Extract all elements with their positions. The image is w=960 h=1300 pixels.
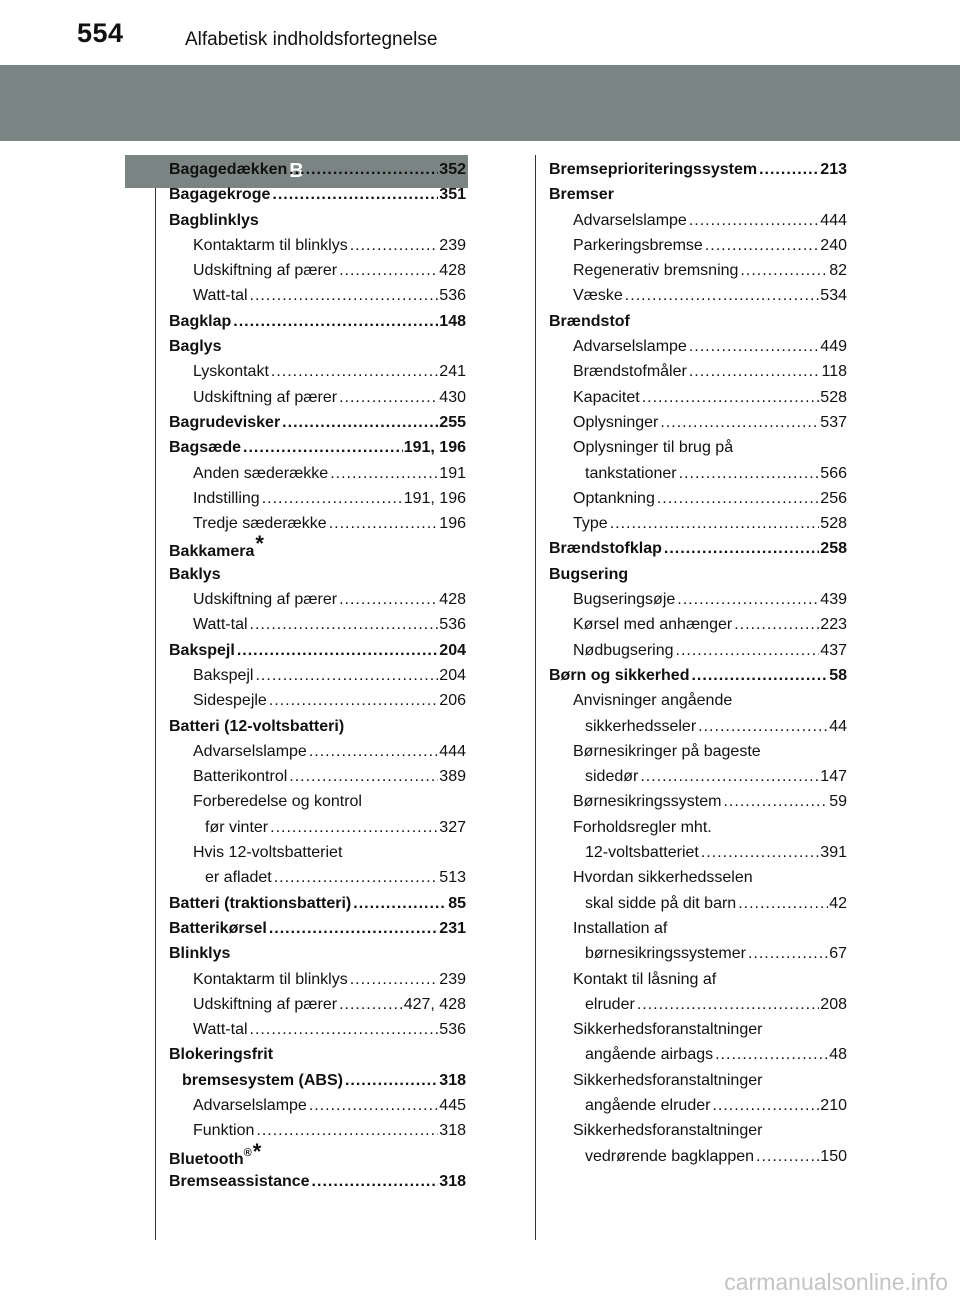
index-term: børnesikringssystemer bbox=[585, 945, 746, 963]
index-term: Bluetooth bbox=[169, 1150, 244, 1168]
dot-leader bbox=[640, 764, 819, 789]
index-entry bbox=[169, 865, 466, 890]
index-term: Indstilling bbox=[193, 489, 260, 507]
index-entry bbox=[169, 182, 466, 207]
dot-leader bbox=[705, 233, 819, 258]
index-entry bbox=[549, 865, 847, 890]
index-term: skal sidde på dit barn bbox=[585, 894, 737, 912]
index-term: Børnesikringer på bageste bbox=[573, 742, 761, 760]
index-entry bbox=[549, 1017, 847, 1042]
index-term: Sidespejle bbox=[193, 692, 267, 710]
index-entry bbox=[169, 1068, 466, 1093]
dot-leader bbox=[723, 789, 828, 814]
page-reference: 82 bbox=[829, 262, 847, 280]
page-reference: 318 bbox=[439, 1122, 466, 1140]
index-term: Væske bbox=[573, 287, 623, 305]
index-term: Batterikørsel bbox=[169, 919, 267, 937]
page-reference: 42 bbox=[829, 894, 847, 912]
index-entry bbox=[549, 486, 847, 511]
dot-leader bbox=[250, 1017, 439, 1042]
index-entry bbox=[549, 258, 847, 283]
page-reference: 67 bbox=[829, 945, 847, 963]
index-entry bbox=[169, 233, 466, 258]
page-reference: 231 bbox=[439, 919, 466, 937]
dot-leader bbox=[664, 536, 819, 561]
index-term: 12-voltsbatteriet bbox=[585, 844, 699, 862]
index-term: Regenerativ bremsning bbox=[573, 262, 739, 280]
index-term: Bagklap bbox=[169, 312, 232, 330]
index-term: Brændstofmåler bbox=[573, 363, 687, 381]
dot-leader bbox=[329, 511, 439, 536]
page-reference: 206 bbox=[439, 692, 466, 710]
index-term: Forberedelse og kontrol bbox=[193, 793, 362, 811]
index-entry bbox=[549, 891, 847, 916]
index-entry bbox=[549, 638, 847, 663]
index-entry bbox=[169, 1042, 466, 1067]
index-term: Bagblinklys bbox=[169, 211, 259, 229]
dot-leader bbox=[353, 891, 447, 916]
index-term: Forholdsregler mht. bbox=[573, 818, 712, 836]
index-entry bbox=[169, 663, 466, 688]
index-term: Bagagekroge bbox=[169, 186, 271, 204]
header-banner bbox=[0, 65, 960, 141]
index-entry bbox=[549, 410, 847, 435]
index-entry bbox=[169, 410, 466, 435]
dot-leader bbox=[756, 1144, 819, 1169]
index-term: Bremseassistance bbox=[169, 1172, 310, 1190]
index-column-left bbox=[169, 157, 466, 1194]
dot-leader bbox=[312, 1169, 439, 1194]
dot-leader bbox=[262, 486, 403, 511]
dot-leader bbox=[679, 461, 820, 486]
page-reference: 318 bbox=[439, 1071, 466, 1089]
index-entry bbox=[169, 891, 466, 916]
page-reference: 59 bbox=[829, 793, 847, 811]
index-term: sikkerhedsseler bbox=[585, 717, 697, 735]
page-reference: 537 bbox=[820, 413, 847, 431]
page-reference: 148 bbox=[439, 312, 466, 330]
page-reference: 85 bbox=[448, 894, 466, 912]
dot-leader bbox=[269, 688, 438, 713]
index-term: Type bbox=[573, 515, 608, 533]
dot-leader bbox=[698, 714, 828, 739]
index-term: Bakspejl bbox=[169, 641, 235, 659]
page-reference: 240 bbox=[820, 236, 847, 254]
dot-leader bbox=[657, 486, 819, 511]
index-entry bbox=[549, 587, 847, 612]
index-term: Bagrudevisker bbox=[169, 413, 281, 431]
index-term: Advarselslampe bbox=[193, 1096, 307, 1114]
index-entry bbox=[169, 688, 466, 713]
registered-mark: ® bbox=[243, 1146, 252, 1159]
page-reference: 58 bbox=[829, 666, 847, 684]
index-term: angående airbags bbox=[585, 1046, 714, 1064]
index-term: Børnesikringssystem bbox=[573, 793, 722, 811]
index-entry bbox=[169, 587, 466, 612]
index-term: Installation af bbox=[573, 919, 668, 937]
page-reference: 566 bbox=[820, 464, 847, 482]
page-reference: 444 bbox=[439, 742, 466, 760]
index-entry bbox=[549, 815, 847, 840]
right-column-rule bbox=[535, 155, 536, 1240]
index-term: Bremseprioriteringssystem bbox=[549, 161, 758, 178]
index-entry bbox=[169, 531, 466, 561]
footnote-asterisk: * bbox=[252, 1138, 262, 1164]
dot-leader bbox=[691, 663, 828, 688]
index-term: Oplysninger bbox=[573, 413, 659, 431]
dot-leader bbox=[250, 612, 439, 637]
page-reference: 210 bbox=[820, 1096, 847, 1114]
index-term: Parkeringsbremse bbox=[573, 236, 703, 254]
index-entry bbox=[549, 764, 847, 789]
index-entry bbox=[169, 815, 466, 840]
index-term: Anvisninger angående bbox=[573, 692, 733, 710]
index-term: Watt-tal bbox=[193, 616, 248, 634]
index-term: Sikkerhedsforanstaltninger bbox=[573, 1122, 763, 1140]
index-entry bbox=[169, 714, 466, 739]
index-term: Udskiftning af pærer bbox=[193, 995, 338, 1013]
index-entry bbox=[549, 840, 847, 865]
dot-leader bbox=[269, 916, 438, 941]
index-entry bbox=[169, 1169, 466, 1194]
page-reference: 258 bbox=[820, 540, 847, 558]
index-term: Funktion bbox=[193, 1122, 255, 1140]
index-entry bbox=[549, 1068, 847, 1093]
index-term: Sikkerhedsforanstaltninger bbox=[573, 1071, 763, 1089]
dot-leader bbox=[660, 410, 819, 435]
index-entry bbox=[169, 916, 466, 941]
page-reference: 118 bbox=[821, 363, 847, 381]
page-reference: 389 bbox=[439, 768, 466, 786]
index-term: Bakspejl bbox=[193, 666, 254, 684]
page-reference: 445 bbox=[439, 1096, 466, 1114]
index-entry bbox=[549, 663, 847, 688]
dot-leader bbox=[233, 309, 438, 334]
index-entry bbox=[169, 385, 466, 410]
page-reference: 239 bbox=[439, 236, 466, 254]
index-term: før vinter bbox=[205, 818, 269, 836]
index-entry bbox=[169, 967, 466, 992]
index-term: Udskiftning af pærer bbox=[193, 388, 338, 406]
index-entry bbox=[169, 1118, 466, 1143]
dot-leader bbox=[274, 865, 439, 890]
page-reference: 150 bbox=[820, 1147, 847, 1165]
index-entry bbox=[169, 638, 466, 663]
index-entry bbox=[549, 1042, 847, 1067]
index-term: Udskiftning af pærer bbox=[193, 262, 338, 280]
index-entry bbox=[169, 840, 466, 865]
page-reference: 528 bbox=[820, 515, 847, 533]
page-reference: 536 bbox=[439, 1021, 466, 1039]
page-reference: 439 bbox=[820, 591, 847, 609]
page-reference: 449 bbox=[820, 338, 847, 356]
index-entry bbox=[169, 208, 466, 233]
index-term: Kontakt til låsning af bbox=[573, 970, 717, 988]
page-reference: 44 bbox=[829, 717, 847, 735]
index-term: Bremser bbox=[549, 186, 614, 204]
section-letter: B bbox=[125, 155, 468, 188]
index-entry bbox=[549, 1093, 847, 1118]
index-entry bbox=[549, 941, 847, 966]
index-entry bbox=[169, 562, 466, 587]
dot-leader bbox=[289, 157, 438, 182]
index-term: Blinklys bbox=[169, 945, 231, 963]
index-entry bbox=[169, 739, 466, 764]
index-term: bremsesystem (ABS) bbox=[182, 1071, 343, 1089]
index-term: vedrørende bagklappen bbox=[585, 1147, 755, 1165]
index-term: Baglys bbox=[169, 338, 222, 356]
index-entry bbox=[549, 688, 847, 713]
page-reference: 536 bbox=[439, 287, 466, 305]
index-entry bbox=[549, 789, 847, 814]
page-title: Alfabetisk indholdsfortegnelse bbox=[185, 29, 438, 50]
page-reference: 48 bbox=[829, 1046, 847, 1064]
index-entry bbox=[549, 208, 847, 233]
page-reference: 204 bbox=[439, 666, 466, 684]
index-term: Kontaktarm til blinklys bbox=[193, 236, 348, 254]
index-entry bbox=[549, 309, 847, 334]
index-entry bbox=[169, 511, 466, 536]
page-reference: 204 bbox=[439, 641, 466, 659]
index-entry bbox=[169, 435, 466, 460]
index-term: angående elruder bbox=[585, 1096, 711, 1114]
index-entry bbox=[549, 992, 847, 1017]
index-entry bbox=[169, 992, 466, 1017]
dot-leader bbox=[309, 1093, 438, 1118]
page-reference: 191, 196 bbox=[403, 439, 466, 457]
page-reference: 536 bbox=[439, 616, 466, 634]
dot-leader bbox=[339, 587, 438, 612]
index-entry bbox=[169, 764, 466, 789]
dot-leader bbox=[330, 461, 438, 486]
index-term: Batteri (traktionsbatteri) bbox=[169, 894, 352, 912]
index-entry bbox=[549, 233, 847, 258]
dot-leader bbox=[715, 1042, 828, 1067]
index-entry bbox=[549, 461, 847, 486]
dot-leader bbox=[255, 663, 438, 688]
page-reference: 428 bbox=[439, 591, 466, 609]
dot-leader bbox=[637, 992, 819, 1017]
index-column-right bbox=[549, 157, 847, 1169]
page-reference: 196 bbox=[439, 515, 466, 533]
index-term: Batteri (12-voltsbatteri) bbox=[169, 717, 345, 735]
index-term: Børn og sikkerhed bbox=[549, 666, 690, 684]
page-reference: 318 bbox=[439, 1172, 466, 1190]
index-term: Bugsering bbox=[549, 565, 629, 583]
dot-leader bbox=[642, 385, 820, 410]
index-entry bbox=[549, 334, 847, 359]
page-reference: 147 bbox=[820, 768, 847, 786]
index-term: Bagsæde bbox=[169, 439, 242, 457]
page-reference: 327 bbox=[439, 818, 466, 836]
dot-leader bbox=[309, 739, 438, 764]
dot-leader bbox=[289, 764, 438, 789]
index-term: Oplysninger til brug på bbox=[573, 439, 734, 457]
index-term: Hvordan sikkerhedsselen bbox=[573, 869, 753, 887]
dot-leader bbox=[270, 815, 438, 840]
dot-leader bbox=[243, 435, 403, 460]
index-entry bbox=[169, 789, 466, 814]
page-reference: 391 bbox=[820, 844, 847, 862]
page-number: 554 bbox=[77, 18, 124, 48]
index-entry bbox=[169, 486, 466, 511]
index-entry bbox=[549, 612, 847, 637]
index-entry bbox=[549, 1144, 847, 1169]
page-reference: 256 bbox=[820, 489, 847, 507]
dot-leader bbox=[734, 612, 819, 637]
page-reference: 223 bbox=[820, 616, 847, 634]
dot-leader bbox=[237, 638, 438, 663]
index-term: Sikkerhedsforanstaltninger bbox=[573, 1021, 763, 1039]
dot-leader bbox=[350, 233, 439, 258]
index-entry bbox=[549, 385, 847, 410]
watermark: carmanualsonline.info bbox=[724, 1269, 948, 1295]
dot-leader bbox=[748, 941, 828, 966]
index-entry bbox=[169, 612, 466, 637]
index-entry bbox=[549, 739, 847, 764]
index-term: sidedør bbox=[585, 768, 639, 786]
dot-leader bbox=[256, 1118, 438, 1143]
dot-leader bbox=[759, 157, 819, 182]
index-term: Advarselslampe bbox=[193, 742, 307, 760]
page-reference: 427, 428 bbox=[403, 995, 466, 1013]
index-term: Advarselslampe bbox=[573, 338, 687, 356]
dot-leader bbox=[339, 992, 403, 1017]
index-term: Bakkamera bbox=[169, 543, 255, 561]
page-reference: 430 bbox=[439, 388, 466, 406]
index-term: Kapacitet bbox=[573, 388, 640, 406]
page-reference: 437 bbox=[820, 641, 847, 659]
index-term: Kørsel med anhænger bbox=[573, 616, 733, 634]
index-term: Tredje sæderække bbox=[193, 515, 327, 533]
dot-leader bbox=[610, 511, 820, 536]
dot-leader bbox=[689, 334, 819, 359]
index-term: Hvis 12-voltsbatteriet bbox=[193, 844, 343, 862]
page-reference: 351 bbox=[439, 186, 466, 204]
index-entry bbox=[549, 359, 847, 384]
index-entry bbox=[169, 309, 466, 334]
index-term: Anden sæderække bbox=[193, 464, 329, 482]
index-entry bbox=[169, 359, 466, 384]
dot-leader bbox=[250, 283, 439, 308]
page-reference: 191 bbox=[439, 464, 466, 482]
dot-leader bbox=[677, 587, 819, 612]
index-entry bbox=[549, 967, 847, 992]
index-term: Lyskontakt bbox=[193, 363, 269, 381]
index-entry bbox=[169, 941, 466, 966]
page-reference: 213 bbox=[820, 161, 847, 178]
dot-leader bbox=[339, 258, 438, 283]
index-entry bbox=[549, 283, 847, 308]
index-entry bbox=[549, 182, 847, 207]
footnote-asterisk: * bbox=[255, 531, 264, 557]
index-entry bbox=[169, 1093, 466, 1118]
index-entry bbox=[169, 1138, 466, 1169]
index-term: elruder bbox=[585, 995, 635, 1013]
page-reference: 534 bbox=[820, 287, 847, 305]
dot-leader bbox=[676, 638, 820, 663]
index-term: er afladet bbox=[205, 869, 272, 887]
index-term: Watt-tal bbox=[193, 1021, 248, 1039]
dot-leader bbox=[625, 283, 820, 308]
dot-leader bbox=[712, 1093, 819, 1118]
page-reference: 208 bbox=[820, 995, 847, 1013]
index-entry bbox=[549, 916, 847, 941]
index-entry bbox=[549, 1118, 847, 1143]
dot-leader bbox=[701, 840, 819, 865]
dot-leader bbox=[689, 208, 819, 233]
index-entry bbox=[169, 1017, 466, 1042]
index-term: Batterikontrol bbox=[193, 768, 288, 786]
dot-leader bbox=[345, 1068, 438, 1093]
index-entry bbox=[549, 562, 847, 587]
page-reference: 444 bbox=[820, 211, 847, 229]
page-reference: 513 bbox=[439, 869, 466, 887]
dot-leader bbox=[350, 967, 439, 992]
left-column-rule bbox=[155, 188, 156, 1240]
dot-leader bbox=[738, 891, 828, 916]
index-entry bbox=[549, 435, 847, 460]
page-reference: 241 bbox=[439, 363, 466, 381]
index-entry bbox=[169, 258, 466, 283]
index-term: Udskiftning af pærer bbox=[193, 591, 338, 609]
index-entry bbox=[169, 461, 466, 486]
dot-leader bbox=[339, 385, 438, 410]
index-term: Brændstof bbox=[549, 312, 630, 330]
index-entry bbox=[549, 157, 847, 182]
dot-leader bbox=[282, 410, 438, 435]
index-term: Brændstofklap bbox=[549, 540, 662, 558]
dot-leader bbox=[272, 182, 438, 207]
index-term: tankstationer bbox=[585, 464, 677, 482]
index-term: Bugseringsøje bbox=[573, 591, 676, 609]
page-reference: 255 bbox=[439, 413, 466, 431]
page-reference: 352 bbox=[439, 161, 466, 178]
index-entry bbox=[549, 536, 847, 561]
index-term: Advarselslampe bbox=[573, 211, 687, 229]
dot-leader bbox=[689, 359, 821, 384]
index-term: Kontaktarm til blinklys bbox=[193, 970, 348, 988]
index-term: Nødbugsering bbox=[573, 641, 674, 659]
dot-leader bbox=[740, 258, 828, 283]
index-entry bbox=[169, 157, 466, 182]
index-term: Baklys bbox=[169, 565, 221, 583]
index-term: Watt-tal bbox=[193, 287, 248, 305]
index-entry bbox=[169, 334, 466, 359]
index-term: Optankning bbox=[573, 489, 655, 507]
index-entry bbox=[169, 283, 466, 308]
page-reference: 428 bbox=[439, 262, 466, 280]
page-reference: 239 bbox=[439, 970, 466, 988]
index-entry bbox=[549, 511, 847, 536]
index-entry bbox=[549, 714, 847, 739]
page-reference: 528 bbox=[820, 388, 847, 406]
dot-leader bbox=[271, 359, 438, 384]
index-term: Bagagedækken bbox=[169, 161, 288, 178]
page-reference: 191, 196 bbox=[403, 489, 466, 507]
index-term: Blokeringsfrit bbox=[169, 1046, 274, 1064]
